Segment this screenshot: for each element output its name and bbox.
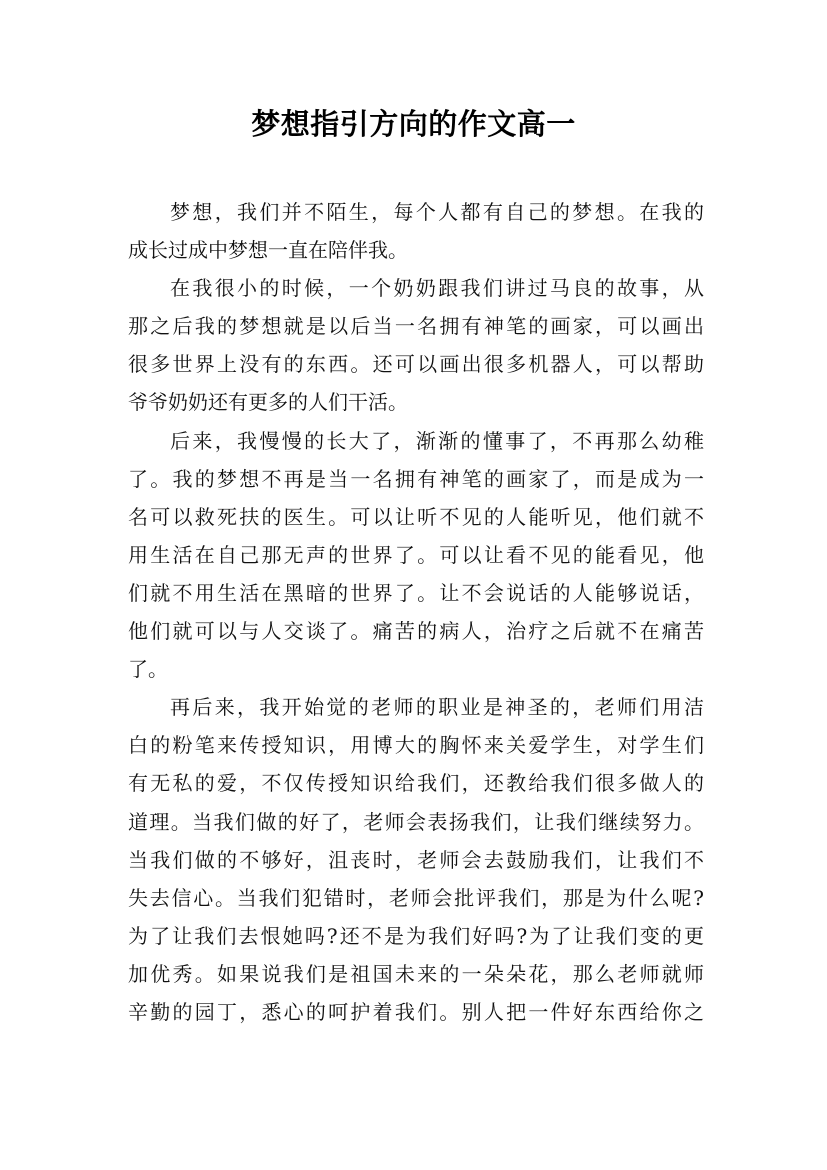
text-line: 了。 xyxy=(128,657,168,682)
text-line: 辛勤的园丁，悉心的呵护着我们。别人把一件好东西给你之 xyxy=(128,999,704,1024)
text-line: 那之后我的梦想就是以后当一名拥有神笔的画家，可以画出 xyxy=(128,314,704,339)
text-line: 为了让我们去恨她吗?还不是为我们好吗?为了让我们变的更 xyxy=(128,923,704,948)
text-line: 白的粉笔来传授知识，用博大的胸怀来关爱学生，对学生们 xyxy=(128,733,704,758)
text-line: 爷爷奶奶还有更多的人们干活。 xyxy=(128,390,408,415)
text-line: 他们就可以与人交谈了。痛苦的病人，治疗之后就不在痛苦 xyxy=(128,619,704,644)
document-body xyxy=(128,193,704,1031)
text-line: 加优秀。如果说我们是祖国未来的一朵朵花，那么老师就师 xyxy=(128,961,704,986)
text-line: 在我很小的时候，一个奶奶跟我们讲过马良的故事，从 xyxy=(170,276,704,301)
text-line: 们就不用生活在黑暗的世界了。让不会说话的人能够说话， xyxy=(128,580,704,605)
text-line: 用生活在自己那无声的世界了。可以让看不见的能看见，他 xyxy=(128,542,704,567)
text-line: 再后来，我开始觉的老师的职业是神圣的，老师们用洁 xyxy=(170,695,704,720)
text-line: 成长过成中梦想一直在陪伴我。 xyxy=(128,238,408,263)
document-title: 梦想指引方向的作文高一 xyxy=(251,107,576,141)
text-line: 当我们做的不够好，沮丧时，老师会去鼓励我们，让我们不 xyxy=(128,847,704,872)
text-line: 梦想，我们并不陌生，每个人都有自己的梦想。在我的 xyxy=(170,200,704,224)
text-line: 道理。当我们做的好了，老师会表扬我们，让我们继续努力。 xyxy=(128,809,704,834)
text-line: 名可以救死扶的医生。可以让听不见的人能听见，他们就不 xyxy=(128,504,704,529)
text-line: 有无私的爱，不仅传授知识给我们，还教给我们很多做人的 xyxy=(128,771,704,796)
text-line: 很多世界上没有的东西。还可以画出很多机器人，可以帮助 xyxy=(128,352,704,377)
text-line: 失去信心。当我们犯错时，老师会批评我们，那是为什么呢? xyxy=(128,885,704,910)
text-line: 后来，我慢慢的长大了，渐渐的懂事了，不再那么幼稚 xyxy=(170,428,704,453)
text-line: 了。我的梦想不再是当一名拥有神笔的画家了，而是成为一 xyxy=(128,466,704,491)
